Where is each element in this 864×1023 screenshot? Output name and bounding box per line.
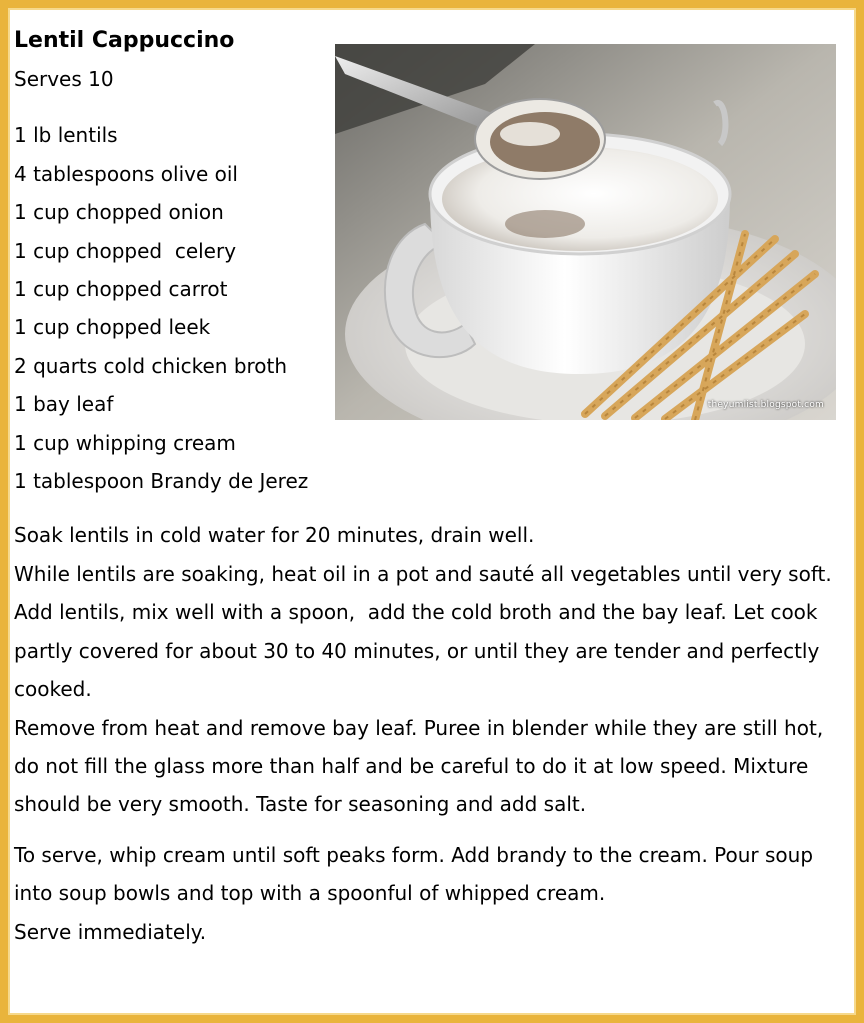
method-step: Soak lentils in cold water for 20 minutes, drain well. (14, 523, 535, 548)
ingredient-item: 1 cup chopped leek (14, 315, 211, 340)
soup-cup-illustration (335, 44, 836, 420)
recipe-serves: Serves 10 (14, 67, 114, 91)
ingredient-item: 1 cup chopped onion (14, 200, 224, 225)
ingredient-item: 1 cup chopped celery (14, 238, 237, 263)
method-step: Add lentils, mix well with a spoon, add the cold broth and the bay leaf. Let cook partly covered for about 30 to 40 minutes, or until they are tender and perfectly cooked. (14, 600, 826, 702)
serving-step: Serve immediately. (14, 919, 207, 944)
method-step: While lentils are soaking, heat oil in a pot and sauté all vegetables until very soft. (14, 561, 832, 586)
ingredient-item: 1 cup chopped carrot (14, 277, 228, 302)
ingredient-item: 1 cup whipping cream (14, 430, 236, 455)
ingredient-item: 1 lb lentils (14, 123, 118, 148)
serving-steps (14, 836, 850, 951)
ingredient-item: 4 tablespoons olive oil (14, 161, 238, 186)
ingredient-item: 2 quarts cold chicken broth (14, 353, 288, 378)
ingredient-item: 1 bay leaf (14, 392, 114, 417)
method-step: Remove from heat and remove bay leaf. Puree in blender while they are still hot, do not fill the glass more than half and be careful to do it at low speed. Mixture should be very smooth. Taste for seasoning and add salt. (14, 715, 824, 817)
serving-step: To serve, whip cream until soft peaks form. Add brandy to the cream. Pour soup into soup bowls and top with a spoonful of whipped cream. (14, 842, 814, 906)
recipe-title: Lentil Cappuccino (14, 28, 235, 53)
method-steps (14, 516, 850, 823)
ingredient-item: 1 tablespoon Brandy de Jerez (14, 469, 309, 494)
soup-cup-photo (335, 44, 836, 420)
photo-watermark: theyumlist.blogspot.com (707, 400, 824, 410)
